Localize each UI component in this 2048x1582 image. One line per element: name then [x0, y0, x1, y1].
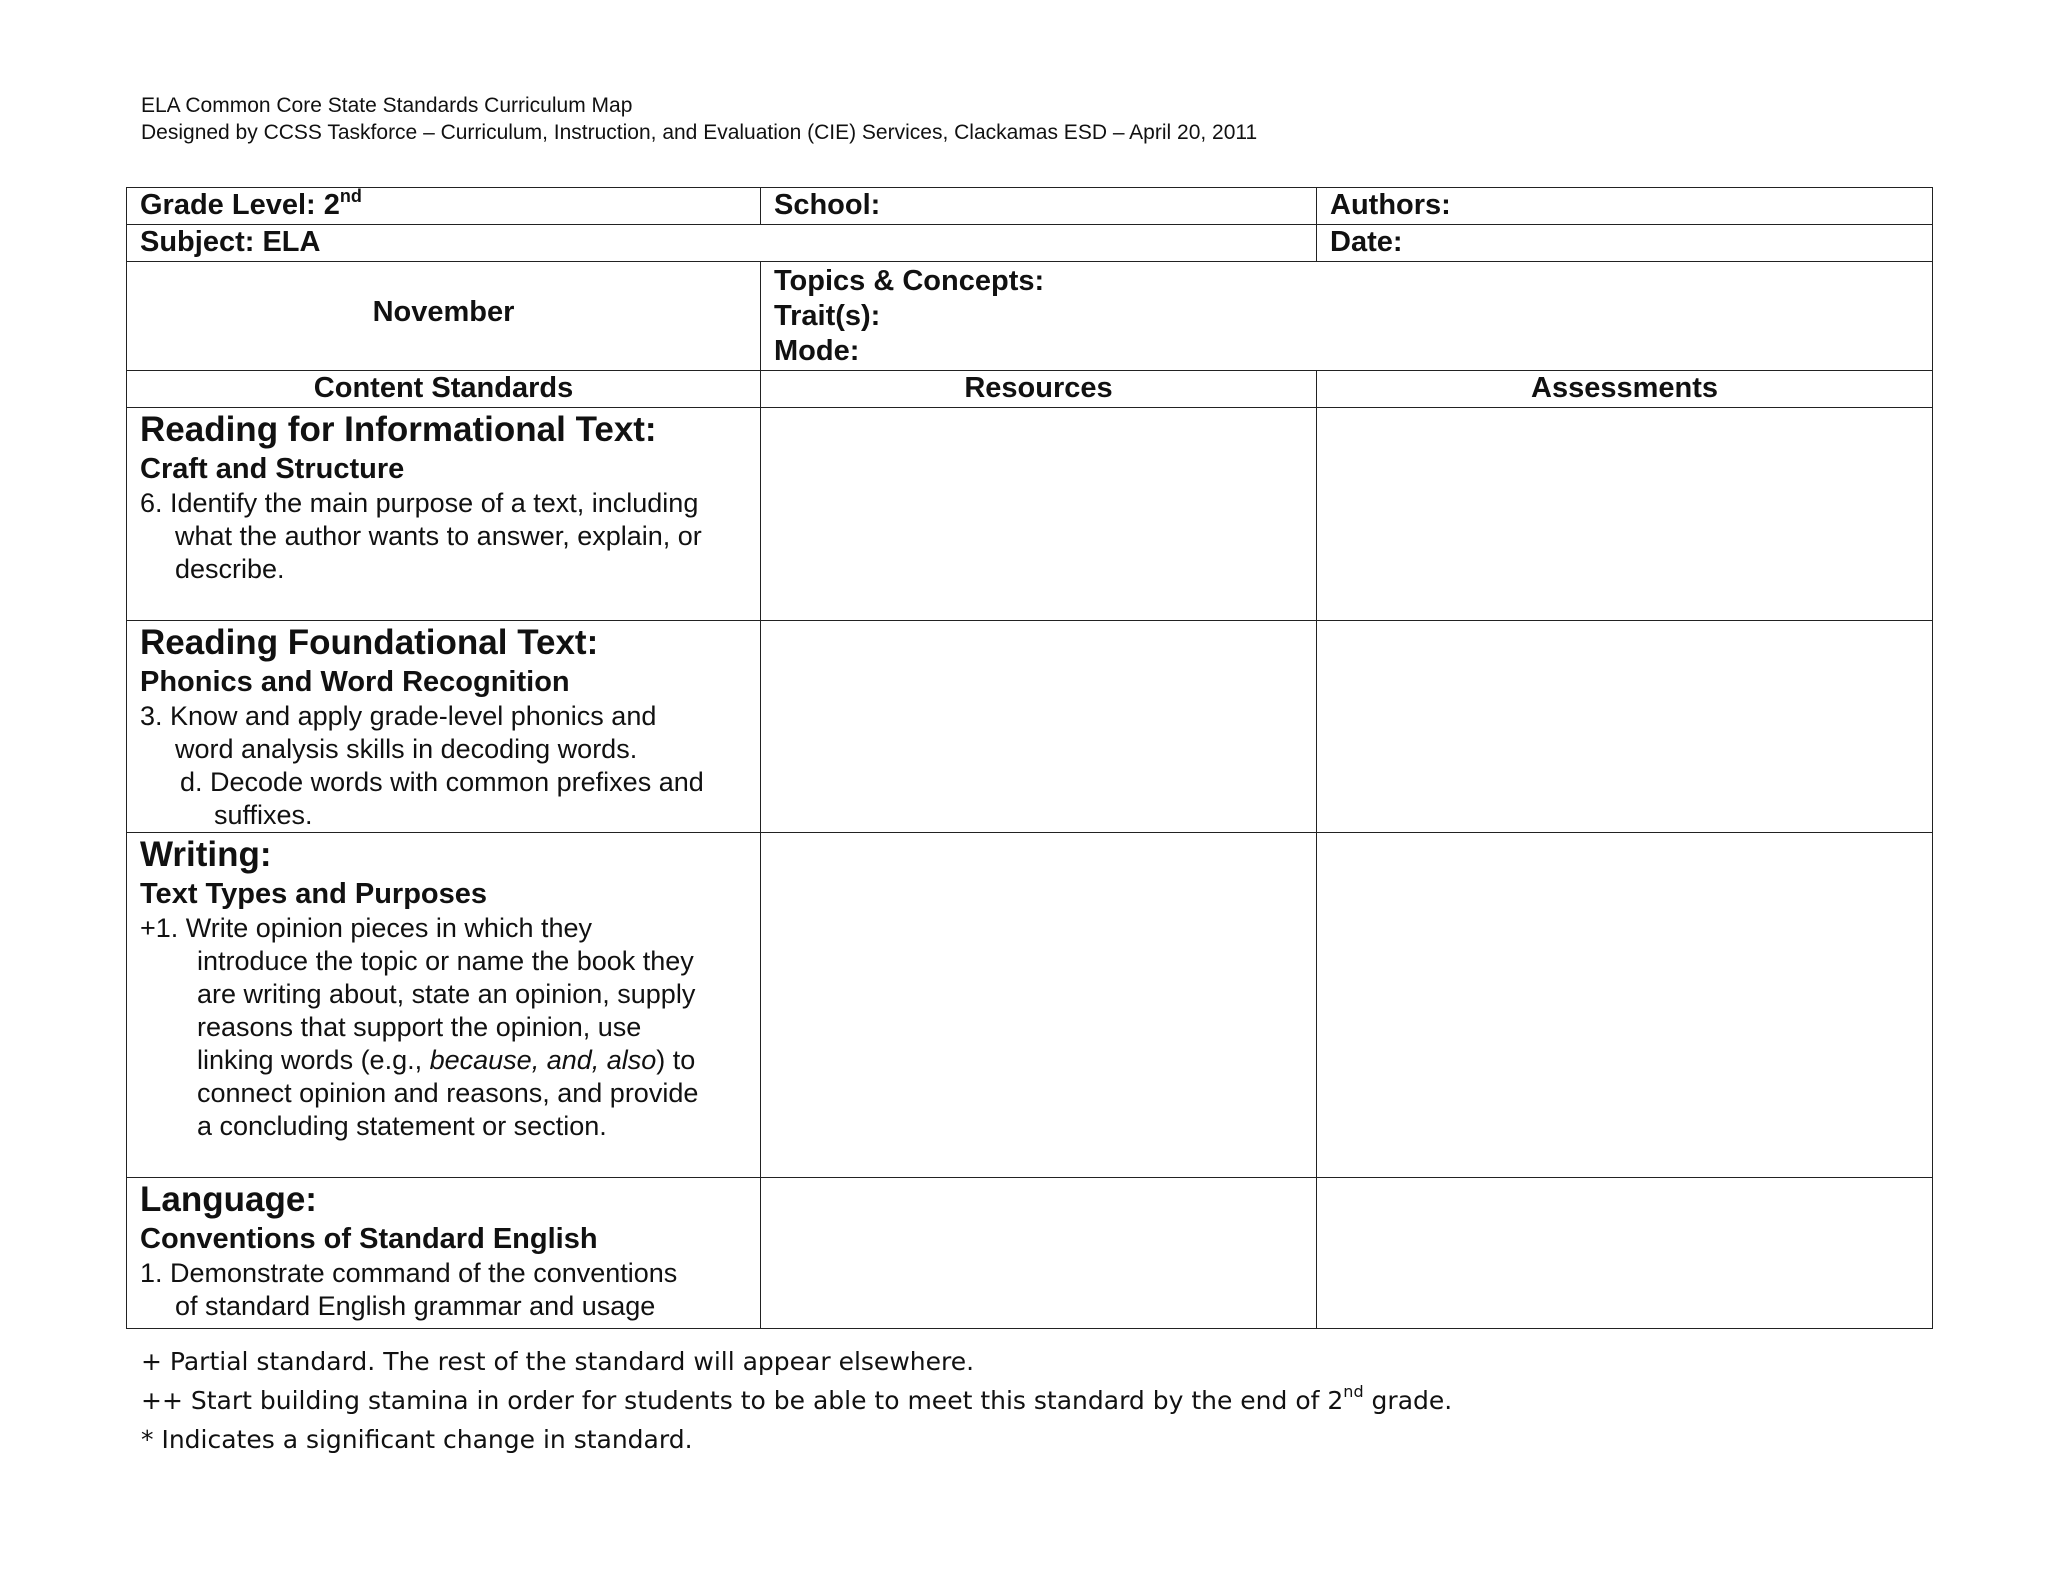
- authors-cell: [1317, 188, 1933, 225]
- standard-language: [127, 1178, 761, 1329]
- month-row: [127, 262, 1933, 371]
- assessments-cell: [1317, 408, 1933, 621]
- col-assessments: Assessments: [1317, 371, 1933, 408]
- standard-writing: [127, 833, 761, 1178]
- domain-heading: Language:: [140, 1180, 317, 1219]
- school-cell: [761, 188, 1317, 225]
- col-content-standards: Content Standards: [127, 371, 761, 408]
- grade-level-cell: [127, 188, 761, 225]
- standard-text: 3. Know and apply grade-level phonics and word analysis skills in decoding words. d. Decode words with common prefixes and suffixes.: [140, 701, 704, 830]
- assessments-cell: [1317, 621, 1933, 833]
- topics-cell: [761, 262, 1933, 371]
- cluster-heading: Craft and Structure: [140, 453, 405, 485]
- date-cell: [1317, 225, 1933, 262]
- cluster-heading: Conventions of Standard English: [140, 1223, 598, 1255]
- table-row: [127, 1178, 1933, 1329]
- domain-heading: Writing:: [140, 835, 272, 874]
- cluster-heading: Phonics and Word Recognition: [140, 666, 570, 698]
- document-header: [141, 92, 1257, 146]
- footnote-significant-change: * Indicates a significant change in standard.: [141, 1425, 693, 1454]
- resources-cell: [761, 408, 1317, 621]
- standard-text: 1. Demonstrate command of the conventions of standard English grammar and usage: [140, 1258, 678, 1321]
- grade-level-label: Grade Level: 2: [140, 189, 340, 221]
- cluster-heading: Text Types and Purposes: [140, 878, 488, 910]
- table-row: [127, 408, 1933, 621]
- col-resources: Resources: [761, 371, 1317, 408]
- school-label: School:: [774, 189, 881, 221]
- mode-label: Mode:: [774, 335, 860, 367]
- table-row: [127, 621, 1933, 833]
- column-header-row: [127, 371, 1933, 408]
- authors-label: Authors:: [1330, 189, 1451, 221]
- assessments-cell: [1317, 833, 1933, 1178]
- resources-cell: [761, 833, 1317, 1178]
- resources-cell: [761, 621, 1317, 833]
- grade-level-suffix: nd: [339, 186, 362, 206]
- footnote-stamina: ++ Start building stamina in order for students to be able to meet this standard by the end of 2nd grade.: [141, 1382, 1453, 1415]
- footnote-partial: + Partial standard. The rest of the standard will appear elsewhere.: [141, 1347, 975, 1376]
- header-credit: Designed by CCSS Taskforce – Curriculum, Instruction, and Evaluation (CIE) Services, Clackamas ESD – April 20, 2011: [141, 121, 1258, 144]
- traits-label: Trait(s):: [774, 300, 881, 332]
- curriculum-map-table: [126, 187, 1933, 1329]
- table-row: [127, 833, 1933, 1178]
- topics-label: Topics & Concepts:: [774, 265, 1045, 297]
- header-title: ELA Common Core State Standards Curriculum Map: [141, 94, 633, 117]
- info-row-1: [127, 188, 1933, 225]
- info-row-2: [127, 225, 1933, 262]
- subject-label: Subject: ELA: [140, 226, 321, 258]
- subject-cell: [127, 225, 1317, 262]
- standard-text: +1. Write opinion pieces in which they introduce the topic or name the book they are writing about, state an opinion, supply reasons that support the opinion, use linking words (e.g., because, and, also) to connect opinion and reasons, and provide a concluding statement or section.: [140, 913, 699, 1141]
- standard-reading-foundational: [127, 621, 761, 833]
- assessments-cell: [1317, 1178, 1933, 1329]
- example-words: because, and, also: [429, 1045, 657, 1075]
- domain-heading: Reading Foundational Text:: [140, 623, 599, 662]
- standard-reading-informational: [127, 408, 761, 621]
- footnotes: [141, 1342, 1452, 1459]
- domain-heading: Reading for Informational Text:: [140, 410, 657, 449]
- date-label: Date:: [1330, 226, 1403, 258]
- resources-cell: [761, 1178, 1317, 1329]
- standard-text: 6. Identify the main purpose of a text, including what the author wants to answer, explain, or describe.: [140, 488, 702, 584]
- month-title: November: [127, 262, 761, 371]
